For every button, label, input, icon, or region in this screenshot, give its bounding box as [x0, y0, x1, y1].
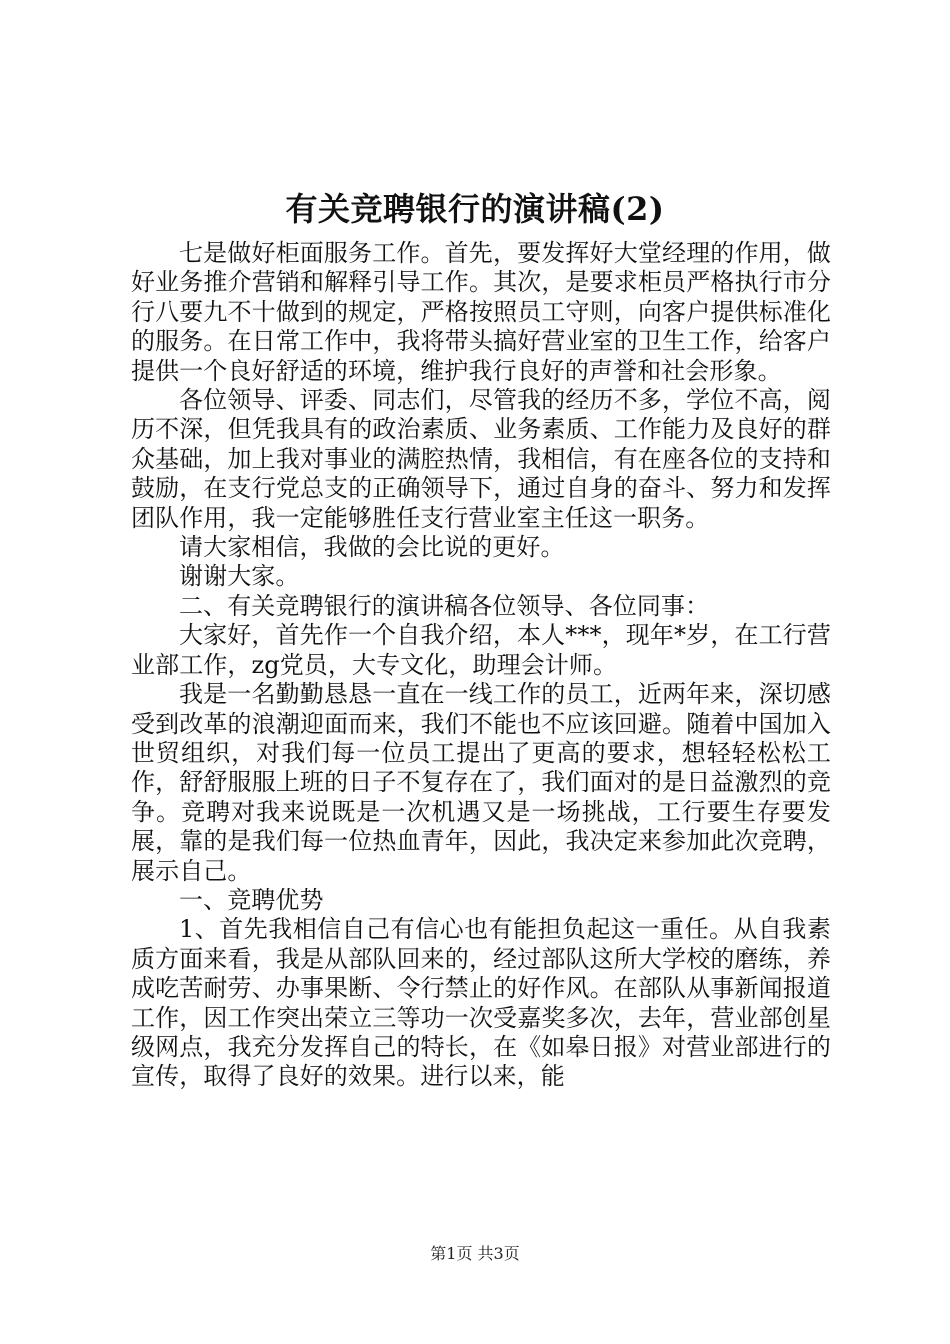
page-footer: 第1页 共3页 [430, 1244, 520, 1263]
paragraph: 我是一名勤勤恳恳一直在一线工作的员工，近两年来，深切感受到改革的浪潮迎面而来，我们不能也不应该回避。随着中国加入世贸组织，对我们每一位员工提出了更高的要求，想轻轻松松工作，舒舒服服上班的日子不复存在了，我们面对的是日益激烈的竞争。竞聘对我来说既是一次机遇又是一场挑战，工行要生存要发展，靠的是我们每一位热血青年，因此，我决定来参加此次竞聘，展示自己。 [131, 680, 831, 885]
paragraph: 请大家相信，我做的会比说的更好。 [179, 533, 565, 562]
paragraph: 一、竞聘优势 [179, 885, 324, 914]
document-body [131, 239, 831, 1092]
paragraph: 七是做好柜面服务工作。首先，要发挥好大堂经理的作用，做好业务推介营销和解释引导工作。其次，是要求柜员严格执行市分行八要九不十做到的规定，严格按照员工守则，向客户提供标准化的服务。在日常工作中，我将带头搞好营业室的卫生工作，给客户提供一个良好舒适的环境，维护我行良好的声誉和社会形象。 [131, 239, 831, 385]
document-title: 有关竞聘银行的演讲稿(2) [285, 190, 665, 228]
paragraph: 谢谢大家。 [179, 562, 300, 591]
paragraph: 1、首先我相信自己有信心也有能担负起这一重任。从自我素质方面来看，我是从部队回来的，经过部队这所大学校的磨练，养成吃苦耐劳、办事果断、令行禁止的好作风。在部队从事新闻报道工作，因工作突出荣立三等功一次受嘉奖多次，去年，营业部创星级网点，我充分发挥自己的特长，在《如皋日报》对营业部进行的宣传，取得了良好的效果。进行以来，能 [131, 915, 831, 1091]
paragraph: 各位领导、评委、同志们，尽管我的经历不多，学位不高，阅历不深，但凭我具有的政治素质、业务素质、工作能力及良好的群众基础，加上我对事业的满腔热情，我相信，有在座各位的支持和鼓励，在支行党总支的正确领导下，通过自身的奋斗、努力和发挥团队作用，我一定能够胜任支行营业室主任这一职务。 [131, 386, 831, 532]
paragraph: 二、有关竞聘银行的演讲稿各位领导、各位同事： [179, 591, 710, 620]
paragraph: 大家好，首先作一个自我介绍，本人***，现年*岁，在工行营业部工作，zg党员，大专文化，助理会计师。 [131, 621, 831, 679]
